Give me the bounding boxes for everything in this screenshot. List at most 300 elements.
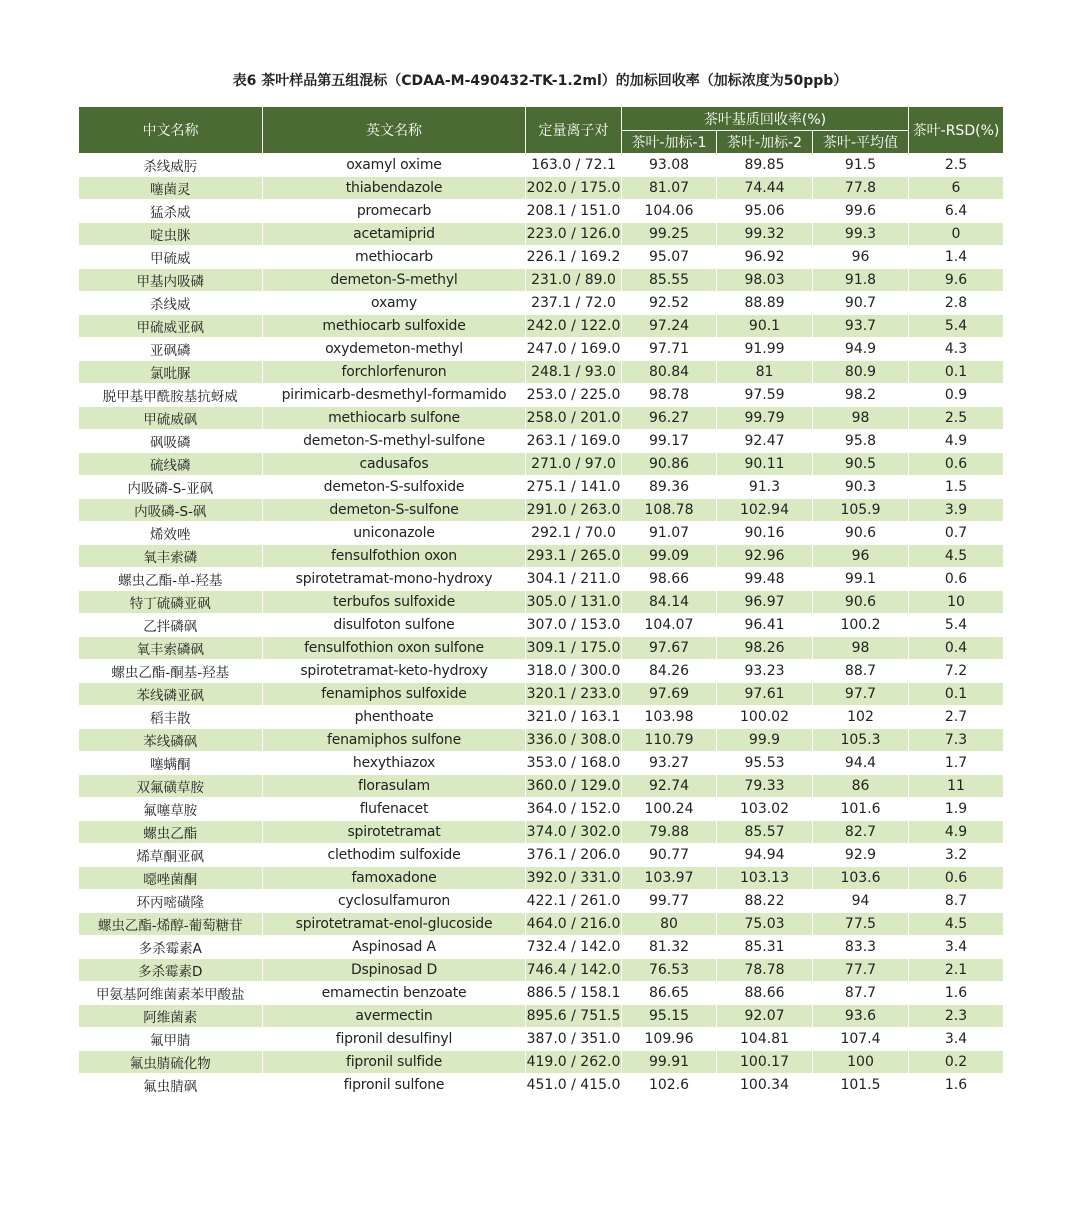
cell-rsd: 2.5 [909, 407, 1004, 430]
recovery-table [78, 106, 1004, 1097]
cell-rsd: 0 [909, 223, 1004, 246]
cell-rsd: 4.9 [909, 430, 1004, 453]
cell-spike-1: 99.77 [622, 890, 717, 913]
table-row [79, 752, 1004, 775]
cell-cn-name: 甲硫威亚砜 [79, 315, 263, 338]
cell-rsd: 1.7 [909, 752, 1004, 775]
cell-spike-1: 104.07 [622, 614, 717, 637]
cell-cn-name: 内吸磷-S-砜 [79, 499, 263, 522]
table-row [79, 223, 1004, 246]
cell-spike-1: 97.67 [622, 637, 717, 660]
table-row [79, 315, 1004, 338]
table-row [79, 775, 1004, 798]
cell-ion-pair: 237.1 / 72.0 [526, 292, 622, 315]
cell-en-name: cyclosulfamuron [263, 890, 526, 913]
cell-mean: 90.3 [813, 476, 909, 499]
cell-en-name: demeton-S-methyl [263, 269, 526, 292]
cell-rsd: 5.4 [909, 614, 1004, 637]
cell-spike-1: 96.27 [622, 407, 717, 430]
cell-mean: 92.9 [813, 844, 909, 867]
cell-spike-1: 97.71 [622, 338, 717, 361]
cell-cn-name: 噻螨酮 [79, 752, 263, 775]
cell-rsd: 3.9 [909, 499, 1004, 522]
cell-en-name: fenamiphos sulfone [263, 729, 526, 752]
cell-spike-1: 91.07 [622, 522, 717, 545]
table-row [79, 154, 1004, 177]
cell-rsd: 2.7 [909, 706, 1004, 729]
cell-spike-2: 95.06 [717, 200, 813, 223]
cell-mean: 82.7 [813, 821, 909, 844]
cell-en-name: fenamiphos sulfoxide [263, 683, 526, 706]
cell-spike-2: 78.78 [717, 959, 813, 982]
cell-mean: 94.4 [813, 752, 909, 775]
cell-en-name: fipronil sulfone [263, 1074, 526, 1097]
cell-spike-2: 100.17 [717, 1051, 813, 1074]
header-cn-name: 中文名称 [79, 107, 263, 154]
cell-spike-2: 92.47 [717, 430, 813, 453]
cell-en-name: Dspinosad D [263, 959, 526, 982]
header-spike-2: 茶叶-加标-2 [717, 131, 813, 154]
cell-cn-name: 杀线威 [79, 292, 263, 315]
cell-cn-name: 甲硫威 [79, 246, 263, 269]
cell-en-name: uniconazole [263, 522, 526, 545]
cell-mean: 99.3 [813, 223, 909, 246]
cell-ion-pair: 309.1 / 175.0 [526, 637, 622, 660]
cell-spike-2: 99.32 [717, 223, 813, 246]
cell-en-name: spirotetramat-keto-hydroxy [263, 660, 526, 683]
cell-ion-pair: 258.0 / 201.0 [526, 407, 622, 430]
cell-spike-2: 97.59 [717, 384, 813, 407]
cell-mean: 77.8 [813, 177, 909, 200]
cell-rsd: 3.4 [909, 1028, 1004, 1051]
cell-rsd: 4.9 [909, 821, 1004, 844]
cell-en-name: methiocarb sulfone [263, 407, 526, 430]
cell-cn-name: 氟甲腈 [79, 1028, 263, 1051]
cell-rsd: 2.3 [909, 1005, 1004, 1028]
cell-mean: 105.9 [813, 499, 909, 522]
cell-mean: 90.6 [813, 522, 909, 545]
cell-cn-name: 氧丰索磷砜 [79, 637, 263, 660]
cell-en-name: fensulfothion oxon sulfone [263, 637, 526, 660]
table-row [79, 706, 1004, 729]
cell-ion-pair: 419.0 / 262.0 [526, 1051, 622, 1074]
cell-mean: 98 [813, 637, 909, 660]
table-row [79, 499, 1004, 522]
cell-mean: 105.3 [813, 729, 909, 752]
header-mean: 茶叶-平均值 [813, 131, 909, 154]
cell-spike-1: 92.74 [622, 775, 717, 798]
table-row [79, 1051, 1004, 1074]
cell-ion-pair: 242.0 / 122.0 [526, 315, 622, 338]
cell-spike-1: 99.09 [622, 545, 717, 568]
cell-cn-name: 多杀霉素D [79, 959, 263, 982]
cell-mean: 90.7 [813, 292, 909, 315]
cell-rsd: 1.4 [909, 246, 1004, 269]
cell-mean: 90.5 [813, 453, 909, 476]
cell-mean: 88.7 [813, 660, 909, 683]
cell-ion-pair: 293.1 / 265.0 [526, 545, 622, 568]
cell-mean: 91.5 [813, 154, 909, 177]
cell-cn-name: 氟虫腈砜 [79, 1074, 263, 1097]
cell-spike-1: 108.78 [622, 499, 717, 522]
cell-spike-1: 90.86 [622, 453, 717, 476]
cell-spike-1: 76.53 [622, 959, 717, 982]
cell-ion-pair: 263.1 / 169.0 [526, 430, 622, 453]
table-row [79, 338, 1004, 361]
cell-cn-name: 螺虫乙酯-单-羟基 [79, 568, 263, 591]
cell-ion-pair: 163.0 / 72.1 [526, 154, 622, 177]
cell-rsd: 9.6 [909, 269, 1004, 292]
cell-mean: 94.9 [813, 338, 909, 361]
table-row [79, 545, 1004, 568]
cell-cn-name: 啶虫脒 [79, 223, 263, 246]
cell-cn-name: 脱甲基甲酰胺基抗蚜威 [79, 384, 263, 407]
cell-mean: 98.2 [813, 384, 909, 407]
table-row [79, 361, 1004, 384]
cell-ion-pair: 451.0 / 415.0 [526, 1074, 622, 1097]
cell-spike-2: 98.26 [717, 637, 813, 660]
cell-cn-name: 氟噻草胺 [79, 798, 263, 821]
cell-cn-name: 阿维菌素 [79, 1005, 263, 1028]
table-row [79, 430, 1004, 453]
table-row [79, 384, 1004, 407]
table-row [79, 867, 1004, 890]
cell-spike-2: 79.33 [717, 775, 813, 798]
cell-rsd: 0.7 [909, 522, 1004, 545]
cell-mean: 96 [813, 246, 909, 269]
cell-ion-pair: 392.0 / 331.0 [526, 867, 622, 890]
cell-spike-2: 100.34 [717, 1074, 813, 1097]
cell-rsd: 0.4 [909, 637, 1004, 660]
cell-en-name: acetamiprid [263, 223, 526, 246]
cell-rsd: 0.6 [909, 453, 1004, 476]
cell-mean: 90.6 [813, 591, 909, 614]
header-en-name: 英文名称 [263, 107, 526, 154]
cell-mean: 87.7 [813, 982, 909, 1005]
cell-ion-pair: 253.0 / 225.0 [526, 384, 622, 407]
cell-en-name: forchlorfenuron [263, 361, 526, 384]
cell-spike-2: 104.81 [717, 1028, 813, 1051]
cell-ion-pair: 248.1 / 93.0 [526, 361, 622, 384]
cell-cn-name: 乙拌磷砜 [79, 614, 263, 637]
cell-ion-pair: 364.0 / 152.0 [526, 798, 622, 821]
cell-ion-pair: 304.1 / 211.0 [526, 568, 622, 591]
cell-cn-name: 多杀霉素A [79, 936, 263, 959]
cell-spike-1: 95.15 [622, 1005, 717, 1028]
cell-spike-2: 99.48 [717, 568, 813, 591]
table-row [79, 936, 1004, 959]
cell-ion-pair: 895.6 / 751.5 [526, 1005, 622, 1028]
cell-rsd: 0.6 [909, 867, 1004, 890]
cell-spike-1: 80 [622, 913, 717, 936]
cell-rsd: 5.4 [909, 315, 1004, 338]
cell-mean: 77.5 [813, 913, 909, 936]
cell-en-name: spirotetramat-enol-glucoside [263, 913, 526, 936]
table-row [79, 1074, 1004, 1097]
table-row [79, 476, 1004, 499]
cell-mean: 77.7 [813, 959, 909, 982]
cell-en-name: methiocarb sulfoxide [263, 315, 526, 338]
cell-ion-pair: 226.1 / 169.2 [526, 246, 622, 269]
cell-spike-2: 102.94 [717, 499, 813, 522]
cell-cn-name: 甲氨基阿维菌素苯甲酸盐 [79, 982, 263, 1005]
cell-cn-name: 氯吡脲 [79, 361, 263, 384]
header-spike-1: 茶叶-加标-1 [622, 131, 717, 154]
cell-spike-1: 97.69 [622, 683, 717, 706]
cell-cn-name: 螺虫乙酯 [79, 821, 263, 844]
table-row [79, 269, 1004, 292]
cell-spike-1: 84.26 [622, 660, 717, 683]
cell-en-name: spirotetramat [263, 821, 526, 844]
cell-spike-2: 95.53 [717, 752, 813, 775]
cell-spike-1: 95.07 [622, 246, 717, 269]
table-row [79, 568, 1004, 591]
cell-spike-2: 103.02 [717, 798, 813, 821]
cell-en-name: demeton-S-methyl-sulfone [263, 430, 526, 453]
cell-en-name: thiabendazole [263, 177, 526, 200]
cell-en-name: flufenacet [263, 798, 526, 821]
cell-en-name: fensulfothion oxon [263, 545, 526, 568]
table-row [79, 683, 1004, 706]
cell-rsd: 3.4 [909, 936, 1004, 959]
table-row [79, 982, 1004, 1005]
cell-spike-2: 100.02 [717, 706, 813, 729]
cell-en-name: promecarb [263, 200, 526, 223]
cell-en-name: disulfoton sulfone [263, 614, 526, 637]
cell-spike-2: 92.96 [717, 545, 813, 568]
cell-cn-name: 烯草酮亚砜 [79, 844, 263, 867]
cell-ion-pair: 886.5 / 158.1 [526, 982, 622, 1005]
cell-spike-2: 88.89 [717, 292, 813, 315]
cell-rsd: 0.9 [909, 384, 1004, 407]
cell-spike-1: 99.17 [622, 430, 717, 453]
cell-cn-name: 烯效唑 [79, 522, 263, 545]
cell-en-name: terbufos sulfoxide [263, 591, 526, 614]
cell-en-name: methiocarb [263, 246, 526, 269]
cell-en-name: oxamyl oxime [263, 154, 526, 177]
cell-spike-1: 90.77 [622, 844, 717, 867]
cell-mean: 100 [813, 1051, 909, 1074]
table-row [79, 844, 1004, 867]
cell-spike-1: 80.84 [622, 361, 717, 384]
cell-cn-name: 噁唑菌酮 [79, 867, 263, 890]
cell-spike-1: 98.78 [622, 384, 717, 407]
cell-mean: 86 [813, 775, 909, 798]
cell-mean: 98 [813, 407, 909, 430]
table-body [79, 154, 1004, 1097]
cell-en-name: phenthoate [263, 706, 526, 729]
table-row [79, 407, 1004, 430]
cell-rsd: 1.9 [909, 798, 1004, 821]
cell-ion-pair: 318.0 / 300.0 [526, 660, 622, 683]
cell-spike-1: 109.96 [622, 1028, 717, 1051]
table-row [79, 729, 1004, 752]
table-row [79, 660, 1004, 683]
cell-spike-1: 92.52 [622, 292, 717, 315]
cell-mean: 99.6 [813, 200, 909, 223]
table-row [79, 453, 1004, 476]
cell-rsd: 4.5 [909, 913, 1004, 936]
table-row [79, 890, 1004, 913]
cell-mean: 101.5 [813, 1074, 909, 1097]
cell-en-name: fipronil sulfide [263, 1051, 526, 1074]
cell-spike-1: 110.79 [622, 729, 717, 752]
cell-spike-2: 91.99 [717, 338, 813, 361]
cell-rsd: 6 [909, 177, 1004, 200]
cell-mean: 91.8 [813, 269, 909, 292]
cell-spike-1: 99.25 [622, 223, 717, 246]
table-row [79, 913, 1004, 936]
cell-spike-2: 103.13 [717, 867, 813, 890]
cell-spike-2: 90.1 [717, 315, 813, 338]
cell-ion-pair: 202.0 / 175.0 [526, 177, 622, 200]
cell-spike-1: 79.88 [622, 821, 717, 844]
cell-ion-pair: 271.0 / 97.0 [526, 453, 622, 476]
cell-mean: 102 [813, 706, 909, 729]
cell-en-name: oxamy [263, 292, 526, 315]
cell-spike-2: 91.3 [717, 476, 813, 499]
cell-ion-pair: 307.0 / 153.0 [526, 614, 622, 637]
cell-ion-pair: 746.4 / 142.0 [526, 959, 622, 982]
cell-rsd: 1.5 [909, 476, 1004, 499]
table-row [79, 637, 1004, 660]
cell-cn-name: 特丁硫磷亚砜 [79, 591, 263, 614]
cell-spike-2: 94.94 [717, 844, 813, 867]
cell-cn-name: 苯线磷砜 [79, 729, 263, 752]
table-row [79, 246, 1004, 269]
cell-ion-pair: 223.0 / 126.0 [526, 223, 622, 246]
cell-ion-pair: 291.0 / 263.0 [526, 499, 622, 522]
cell-mean: 83.3 [813, 936, 909, 959]
table-row [79, 959, 1004, 982]
cell-mean: 107.4 [813, 1028, 909, 1051]
cell-spike-2: 99.9 [717, 729, 813, 752]
cell-spike-2: 81 [717, 361, 813, 384]
cell-mean: 97.7 [813, 683, 909, 706]
cell-ion-pair: 387.0 / 351.0 [526, 1028, 622, 1051]
cell-mean: 93.7 [813, 315, 909, 338]
cell-cn-name: 甲硫威砜 [79, 407, 263, 430]
cell-ion-pair: 422.1 / 261.0 [526, 890, 622, 913]
cell-rsd: 1.6 [909, 1074, 1004, 1097]
cell-cn-name: 氟虫腈硫化物 [79, 1051, 263, 1074]
cell-en-name: Aspinosad A [263, 936, 526, 959]
table-row [79, 821, 1004, 844]
cell-en-name: avermectin [263, 1005, 526, 1028]
cell-spike-1: 81.32 [622, 936, 717, 959]
cell-spike-2: 74.44 [717, 177, 813, 200]
cell-ion-pair: 376.1 / 206.0 [526, 844, 622, 867]
cell-en-name: fipronil desulfinyl [263, 1028, 526, 1051]
cell-rsd: 0.2 [909, 1051, 1004, 1074]
cell-rsd: 4.3 [909, 338, 1004, 361]
cell-rsd: 7.3 [909, 729, 1004, 752]
cell-rsd: 4.5 [909, 545, 1004, 568]
cell-ion-pair: 320.1 / 233.0 [526, 683, 622, 706]
cell-rsd: 6.4 [909, 200, 1004, 223]
cell-mean: 94 [813, 890, 909, 913]
cell-en-name: florasulam [263, 775, 526, 798]
cell-spike-1: 81.07 [622, 177, 717, 200]
table-row [79, 614, 1004, 637]
cell-ion-pair: 336.0 / 308.0 [526, 729, 622, 752]
cell-rsd: 2.8 [909, 292, 1004, 315]
cell-spike-1: 89.36 [622, 476, 717, 499]
cell-ion-pair: 360.0 / 129.0 [526, 775, 622, 798]
cell-cn-name: 甲基内吸磷 [79, 269, 263, 292]
cell-rsd: 10 [909, 591, 1004, 614]
cell-spike-2: 96.92 [717, 246, 813, 269]
cell-spike-2: 92.07 [717, 1005, 813, 1028]
cell-spike-1: 93.08 [622, 154, 717, 177]
cell-rsd: 1.6 [909, 982, 1004, 1005]
cell-cn-name: 砜吸磷 [79, 430, 263, 453]
cell-rsd: 8.7 [909, 890, 1004, 913]
cell-spike-1: 98.66 [622, 568, 717, 591]
cell-rsd: 7.2 [909, 660, 1004, 683]
cell-ion-pair: 464.0 / 216.0 [526, 913, 622, 936]
cell-ion-pair: 353.0 / 168.0 [526, 752, 622, 775]
table-row [79, 1005, 1004, 1028]
cell-mean: 96 [813, 545, 909, 568]
cell-en-name: oxydemeton-methyl [263, 338, 526, 361]
cell-en-name: spirotetramat-mono-hydroxy [263, 568, 526, 591]
cell-spike-2: 90.11 [717, 453, 813, 476]
cell-spike-1: 84.14 [622, 591, 717, 614]
cell-spike-1: 102.6 [622, 1074, 717, 1097]
cell-cn-name: 环丙嘧磺隆 [79, 890, 263, 913]
table-row [79, 798, 1004, 821]
table-row [79, 1028, 1004, 1051]
cell-spike-1: 100.24 [622, 798, 717, 821]
cell-spike-2: 96.97 [717, 591, 813, 614]
cell-cn-name: 杀线威肟 [79, 154, 263, 177]
cell-mean: 103.6 [813, 867, 909, 890]
table-row [79, 292, 1004, 315]
cell-rsd: 2.5 [909, 154, 1004, 177]
cell-mean: 95.8 [813, 430, 909, 453]
cell-spike-2: 98.03 [717, 269, 813, 292]
cell-spike-1: 97.24 [622, 315, 717, 338]
cell-mean: 80.9 [813, 361, 909, 384]
cell-cn-name: 氧丰索磷 [79, 545, 263, 568]
table-row [79, 200, 1004, 223]
cell-rsd: 2.1 [909, 959, 1004, 982]
cell-cn-name: 双氟磺草胺 [79, 775, 263, 798]
cell-rsd: 11 [909, 775, 1004, 798]
table-title: 表6 茶叶样品第五组混标（CDAA-M-490432-TK-1.2ml）的加标回收率（加标浓度为50ppb） [232, 73, 848, 89]
cell-en-name: demeton-S-sulfone [263, 499, 526, 522]
table-row [79, 177, 1004, 200]
cell-spike-1: 85.55 [622, 269, 717, 292]
cell-rsd: 0.1 [909, 361, 1004, 384]
cell-ion-pair: 374.0 / 302.0 [526, 821, 622, 844]
cell-ion-pair: 275.1 / 141.0 [526, 476, 622, 499]
header-rsd: 茶叶-RSD(%) [909, 107, 1004, 154]
cell-spike-1: 103.98 [622, 706, 717, 729]
cell-spike-2: 97.61 [717, 683, 813, 706]
cell-spike-1: 86.65 [622, 982, 717, 1005]
cell-spike-2: 75.03 [717, 913, 813, 936]
cell-ion-pair: 231.0 / 89.0 [526, 269, 622, 292]
cell-spike-1: 104.06 [622, 200, 717, 223]
cell-ion-pair: 305.0 / 131.0 [526, 591, 622, 614]
cell-spike-2: 88.22 [717, 890, 813, 913]
cell-cn-name: 内吸磷-S-亚砜 [79, 476, 263, 499]
cell-spike-2: 96.41 [717, 614, 813, 637]
cell-spike-1: 93.27 [622, 752, 717, 775]
cell-spike-2: 90.16 [717, 522, 813, 545]
